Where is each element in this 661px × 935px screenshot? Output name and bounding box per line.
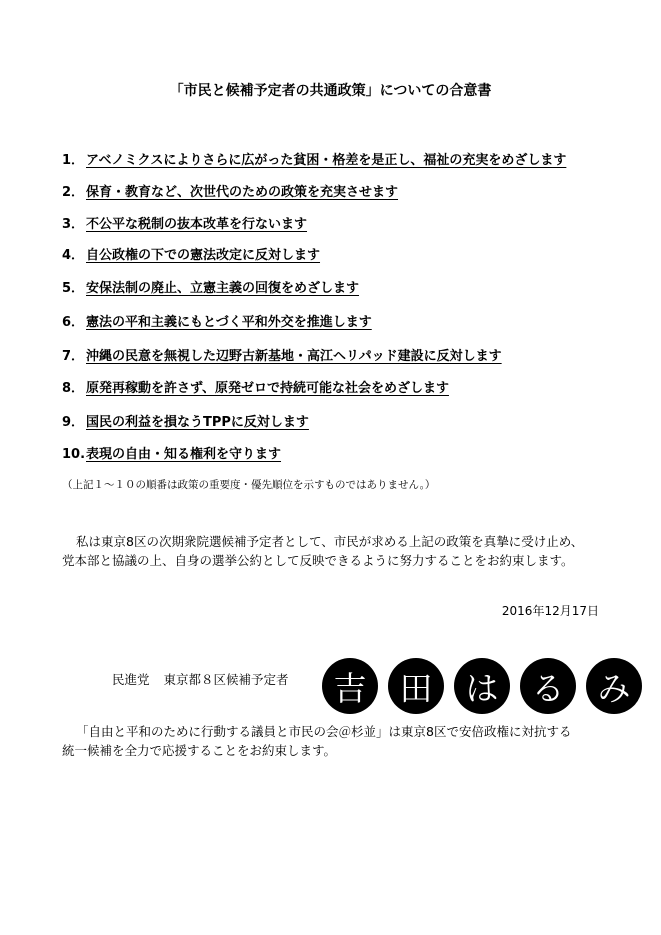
policy-number: 3．	[62, 217, 85, 232]
policy-item-9	[62, 415, 309, 431]
name-character: は	[454, 658, 510, 714]
policy-item-3	[62, 217, 307, 233]
policy-number: 4．	[62, 248, 85, 263]
name-character: る	[520, 658, 576, 714]
policy-text: 表現の自由・知る権利を守ります	[86, 447, 282, 462]
agreement-date: 2016年12月17日	[501, 604, 599, 618]
policy-item-5	[62, 281, 359, 297]
policy-item-4	[62, 248, 320, 264]
policy-text: 憲法の平和主義にもとづく平和外交を推進します	[86, 315, 372, 330]
policy-item-7	[62, 349, 502, 365]
ordering-note: （上記１～１０の順番は政策の重要度・優先順位を示すものではありません。）	[62, 479, 436, 491]
support-line-1: 「自由と平和のために行動する議員と市民の会＠杉並」は東京8区で安倍政権に対抗する	[76, 724, 572, 739]
name-character: み	[586, 658, 642, 714]
candidate-role: 東京都８区候補予定者	[163, 672, 289, 687]
policy-item-6	[62, 315, 372, 331]
candidate-pledge	[62, 532, 622, 570]
name-character: 田	[388, 658, 444, 714]
policy-text: アベノミクスによりさらに広がった貧困・格差を是正し、福祉の充実をめざします	[86, 153, 567, 168]
policy-number: 10.	[62, 447, 86, 462]
citizens-support-statement	[62, 722, 622, 760]
policy-item-1	[62, 153, 566, 169]
policy-text: 沖縄の民意を無視した辺野古新基地・高江ヘリパッド建設に反対します	[86, 349, 502, 364]
pledge-line-2: 党本部と協議の上、自身の選挙公約として反映できるように努力することをお約束します。	[62, 553, 574, 568]
policy-text: 不公平な税制の抜本改革を行ないます	[86, 217, 308, 232]
policy-number: 8．	[62, 381, 85, 396]
pledge-line-1: 私は東京8区の次期衆院選候補予定者として、市民が求める上記の政策を真摯に受け止め、	[76, 534, 584, 549]
policy-item-8	[62, 381, 449, 397]
policy-number: 1．	[62, 153, 85, 168]
policy-item-10	[62, 447, 281, 463]
policy-text: 安保法制の廃止、立憲主義の回復をめざします	[86, 281, 360, 296]
policy-number: 7．	[62, 349, 85, 364]
candidate-name-seal	[322, 658, 642, 714]
policy-number: 5．	[62, 281, 85, 296]
policy-text: 原発再稼動を許さず、原発ゼロで持続可能な社会をめざします	[86, 381, 449, 396]
policy-number: 2．	[62, 185, 85, 200]
party-name: 民進党	[112, 672, 150, 687]
policy-item-2	[62, 185, 398, 201]
name-character: 吉	[322, 658, 378, 714]
document-title: 「市民と候補予定者の共通政策」についての合意書	[169, 83, 492, 99]
policy-text: 国民の利益を損なうTPPに反対します	[86, 415, 309, 430]
policy-text: 保育・教育など、次世代のための政策を充実させます	[86, 185, 399, 200]
support-line-2: 統一候補を全力で応援することをお約束します。	[62, 743, 337, 758]
policy-number: 9．	[62, 415, 85, 430]
candidate-affiliation	[112, 670, 289, 688]
policy-text: 自公政権の下での憲法改定に反対します	[86, 248, 321, 263]
policy-number: 6．	[62, 315, 85, 330]
